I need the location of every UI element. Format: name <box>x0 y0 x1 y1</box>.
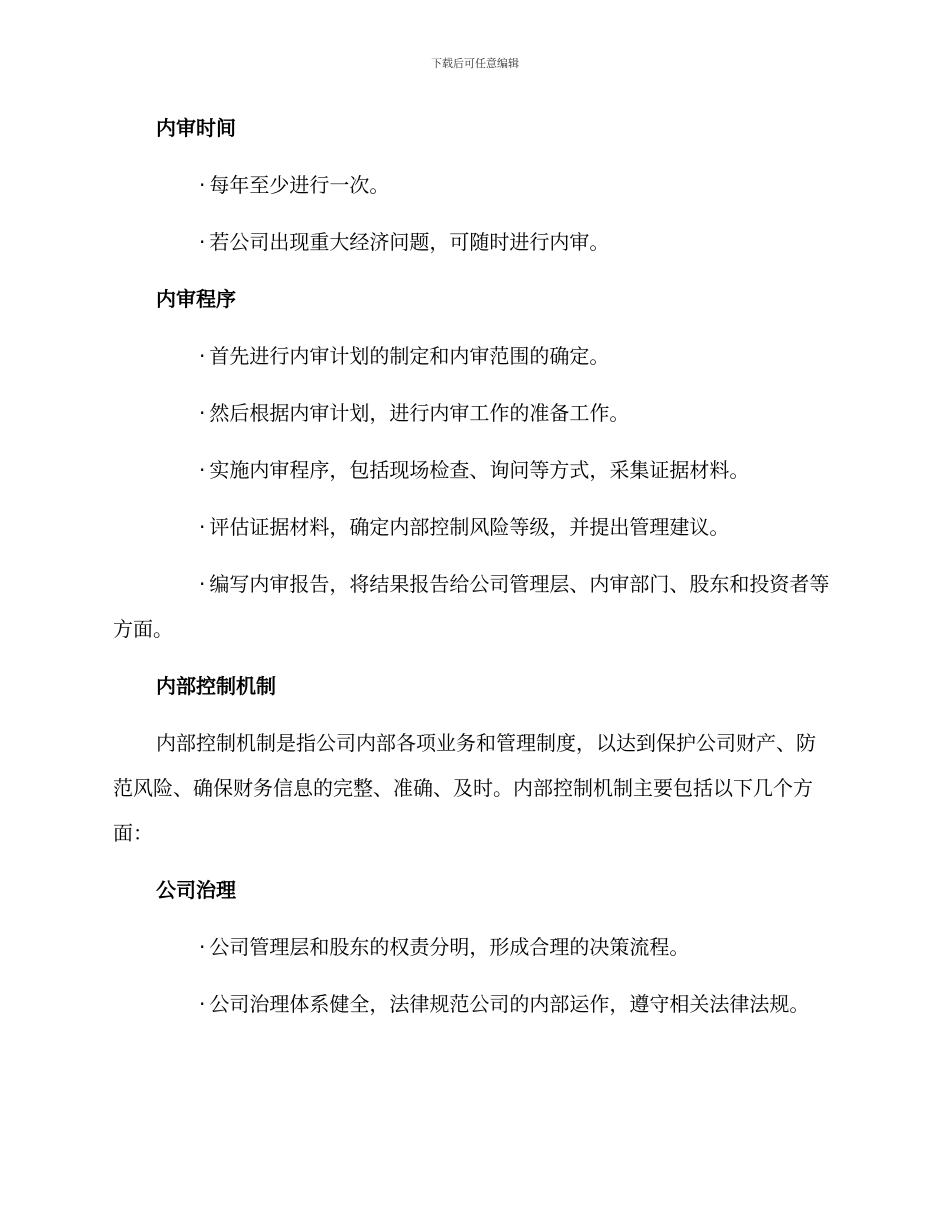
bullet-text: 实施内审程序，包括现场检查、询问等方式，采集证据材料。 <box>209 458 750 482</box>
bullet-text: 编写内审报告，将结果报告给公司管理层、内审部门、股东和投资者等方面。 <box>113 572 830 641</box>
bullet-text: 每年至少进行一次。 <box>209 173 390 197</box>
bullet-dot-icon: · <box>199 458 206 482</box>
body-paragraph: 内部控制机制是指公司内部各项业务和管理制度，以达到保护公司财产、防范风险、确保财务信息的完整、准确、及时。内部控制机制主要包括以下几个方面： <box>113 731 816 845</box>
bullet-text: 首先进行内审计划的制定和内审范围的确定。 <box>209 344 610 368</box>
bullet-dot-icon: · <box>199 230 206 254</box>
bullet-text: 若公司出现重大经济问题，可随时进行内审。 <box>209 230 610 254</box>
bullet-item <box>113 163 833 208</box>
bullet-item <box>113 448 833 493</box>
bullet-dot-icon: · <box>199 173 206 197</box>
bullet-item <box>113 505 833 550</box>
bullet-item <box>113 562 833 652</box>
bullet-item <box>113 391 833 436</box>
bullet-dot-icon: · <box>199 992 206 1016</box>
bullet-text: 评估证据材料，确定内部控制风险等级，并提出管理建议。 <box>209 515 730 539</box>
bullet-item <box>113 925 833 970</box>
bullet-item <box>113 982 833 1027</box>
bullet-text: 然后根据内审计划，进行内审工作的准备工作。 <box>209 401 630 425</box>
bullet-dot-icon: · <box>199 515 206 539</box>
bullet-dot-icon: · <box>199 401 206 425</box>
bullet-text: 公司治理体系健全，法律规范公司的内部运作，遵守相关法律法规。 <box>209 992 810 1016</box>
section-heading: 公司治理 <box>156 878 236 902</box>
section-heading: 内审时间 <box>156 116 236 140</box>
header-note: 下载后可任意编辑 <box>431 57 519 70</box>
bullet-text: 公司管理层和股东的权责分明，形成合理的决策流程。 <box>209 935 690 959</box>
bullet-item <box>113 334 833 379</box>
document-body <box>113 106 833 1039</box>
bullet-dot-icon: · <box>199 344 206 368</box>
bullet-item <box>113 220 833 265</box>
bullet-dot-icon: · <box>199 572 206 596</box>
section-heading: 内审程序 <box>156 287 236 311</box>
bullet-dot-icon: · <box>199 935 206 959</box>
section-heading: 内部控制机制 <box>156 674 276 698</box>
